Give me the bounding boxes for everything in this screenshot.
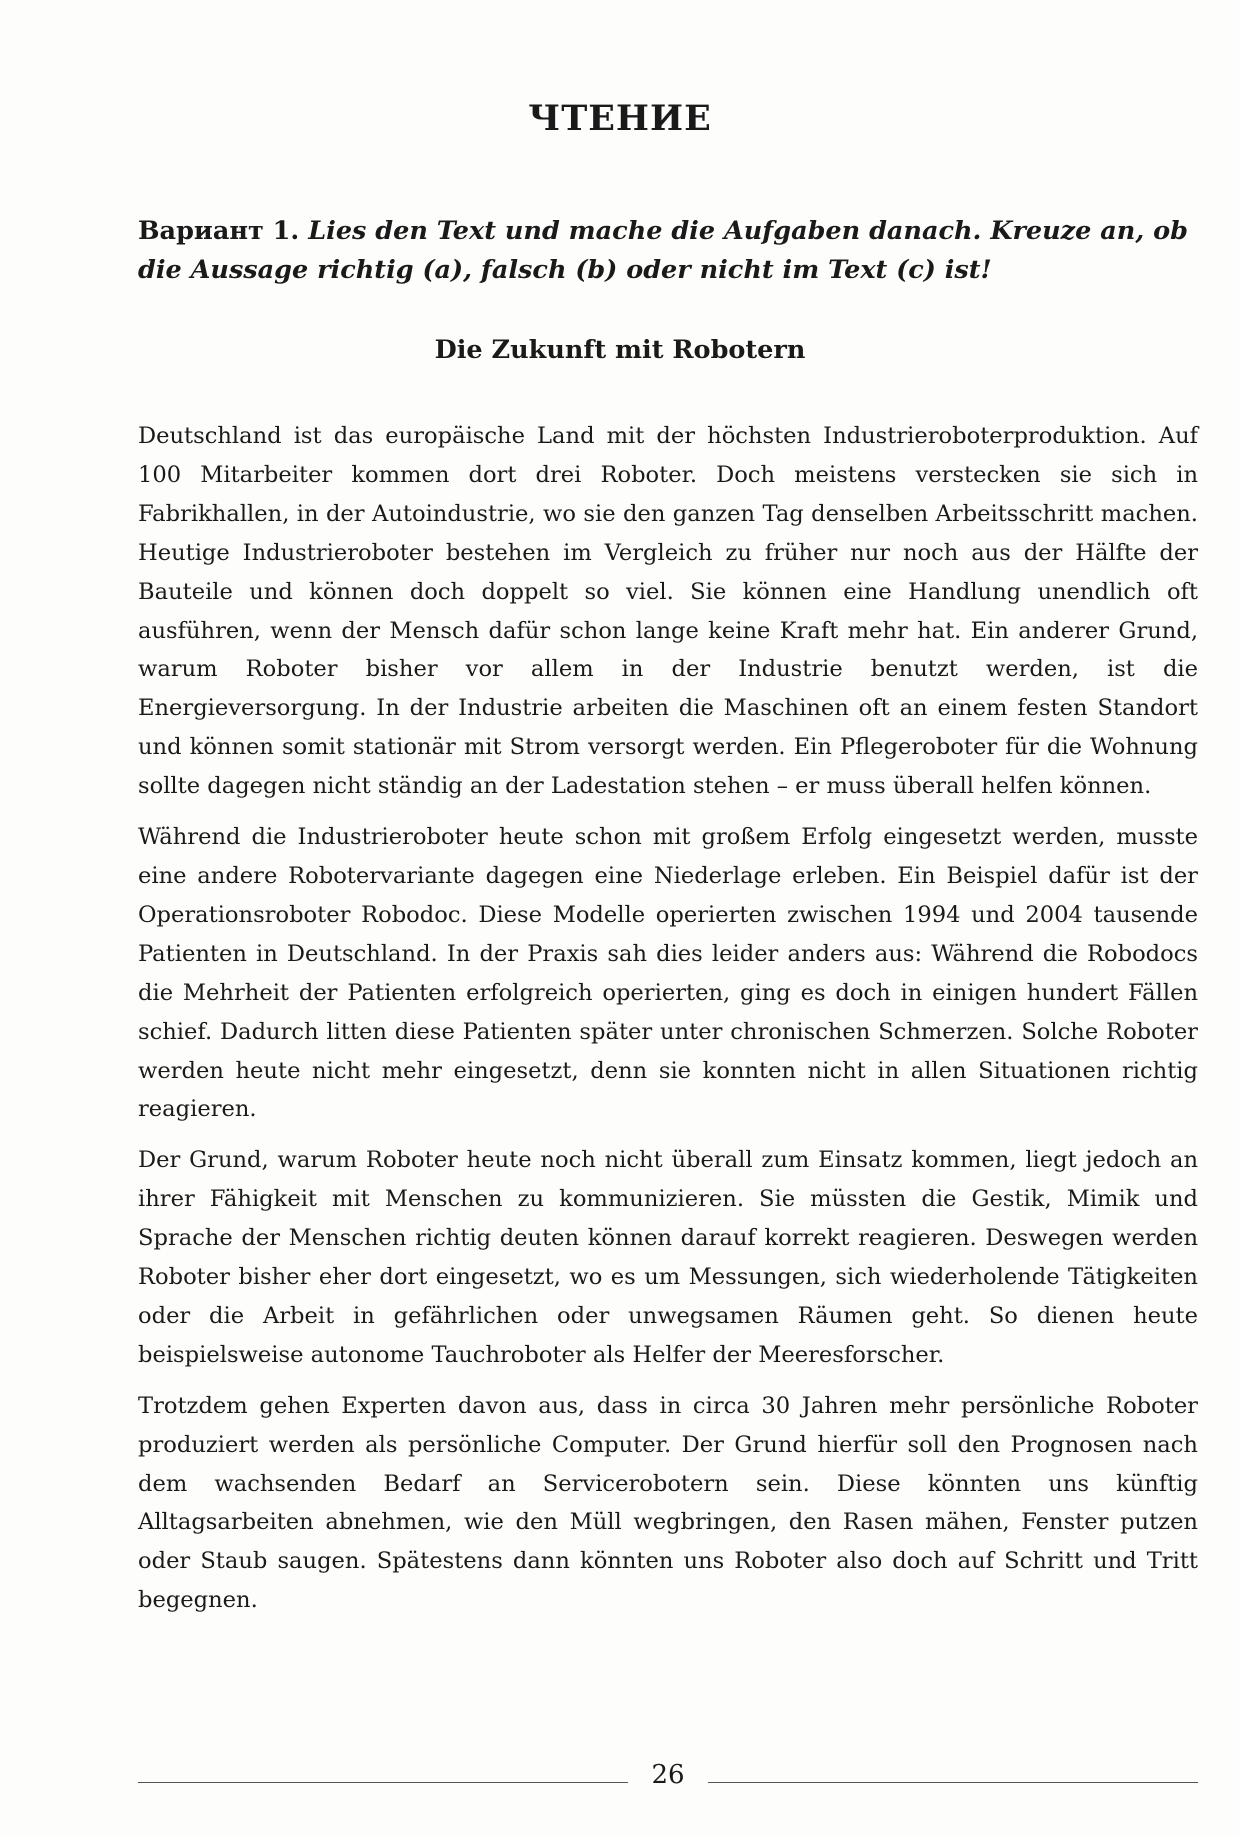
variant-label: Вариант 1. [138,216,300,246]
instruction-text: Lies den Text und mache die Aufgaben danach. Kreuze an, ob die Aussage richtig (a), falsch (b) oder nicht im Text (c) ist! [138,216,1188,285]
text-title: Die Zukunft mit Robotern [434,335,806,365]
task-instruction [138,212,1198,290]
paragraph-4: Trotzdem gehen Experten davon aus, dass in circa 30 Jahren mehr persönliche Roboter produziert werden als persönliche Computer. Der Grund hierfür soll den Prognosen nach dem wachsenden Bedarf an Servicerobotern sein. Diese könnten uns künftig Alltagsarbeiten abnehmen, wie den Müll wegbringen, den Rasen mähen, Fenster putzen oder Staub saugen. Spätestens dann könnten uns Roboter also doch auf Schritt und Tritt begegnen. [138,1392,1198,1614]
page-number: 26 [651,1760,685,1790]
paragraph-3: Der Grund, warum Roboter heute noch nicht überall zum Einsatz kommen, liegt jedoch an ihrer Fähigkeit mit Menschen zu kommunizieren. Sie müssten die Gestik, Mimik und Sprache der Menschen richtig deuten können darauf korrekt reagieren. Deswegen werden Roboter bisher eher dort eingesetzt, wo es um Messungen, sich wiederholende Tätigkeiten oder die Arbeit in gefährlichen oder unwegsamen Räumen geht. So dienen heute beispielsweise autonome Tauchroboter als Helfer der Meeresforscher. [138,1147,1198,1368]
footer-rule-left [138,1782,628,1783]
page-footer [138,1760,1198,1800]
footer-rule-right [708,1782,1198,1783]
section-heading: ЧТЕНИЕ [528,98,712,139]
paragraph-2: Während die Industrieroboter heute schon mit großem Erfolg eingesetzt werden, musste eine andere Robotervariante dagegen eine Niederlage erleben. Ein Beispiel dafür ist der Operationsroboter Robodoc. Diese Modelle operierten zwischen 1994 und 2004 tausende Patienten in Deutschland. In der Praxis sah dies leider anders aus: Während die Robodocs die Mehrheit der Patienten erfolgreich operierten, ging es doch in einigen hundert Fällen schief. Dadurch litten diese Patienten später unter chronischen Schmerzen. Solche Roboter werden heute nicht mehr eingesetzt, denn sie konnten nicht in allen Situationen richtig reagieren. [138,824,1198,1123]
reading-text [138,417,1198,1632]
paragraph-1: Deutschland ist das europäische Land mit der höchsten Industrieroboterproduktion. Auf 100 Mitarbeiter kommen dort drei Roboter. Doch meistens verstecken sie sich in Fabrikhallen, in der Autoindustrie, wo sie den ganzen Tag denselben Arbeitsschritt machen. Heutige Industrieroboter bestehen im Vergleich zu früher nur noch aus der Hälfte der Bauteile und können doch doppelt so viel. Sie können eine Handlung unendlich oft ausführen, wenn der Mensch dafür schon lange keine Kraft mehr hat. Ein anderer Grund, warum Roboter bisher vor allem in der Industrie benutzt werden, ist die Energieversorgung. In der Industrie arbeiten die Maschinen oft an einem festen Standort und können somit stationär mit Strom versorgt werden. Ein Pflegeroboter für die Wohnung sollte dagegen nicht ständig an der Ladestation stehen – er muss überall helfen können. [138,423,1198,800]
